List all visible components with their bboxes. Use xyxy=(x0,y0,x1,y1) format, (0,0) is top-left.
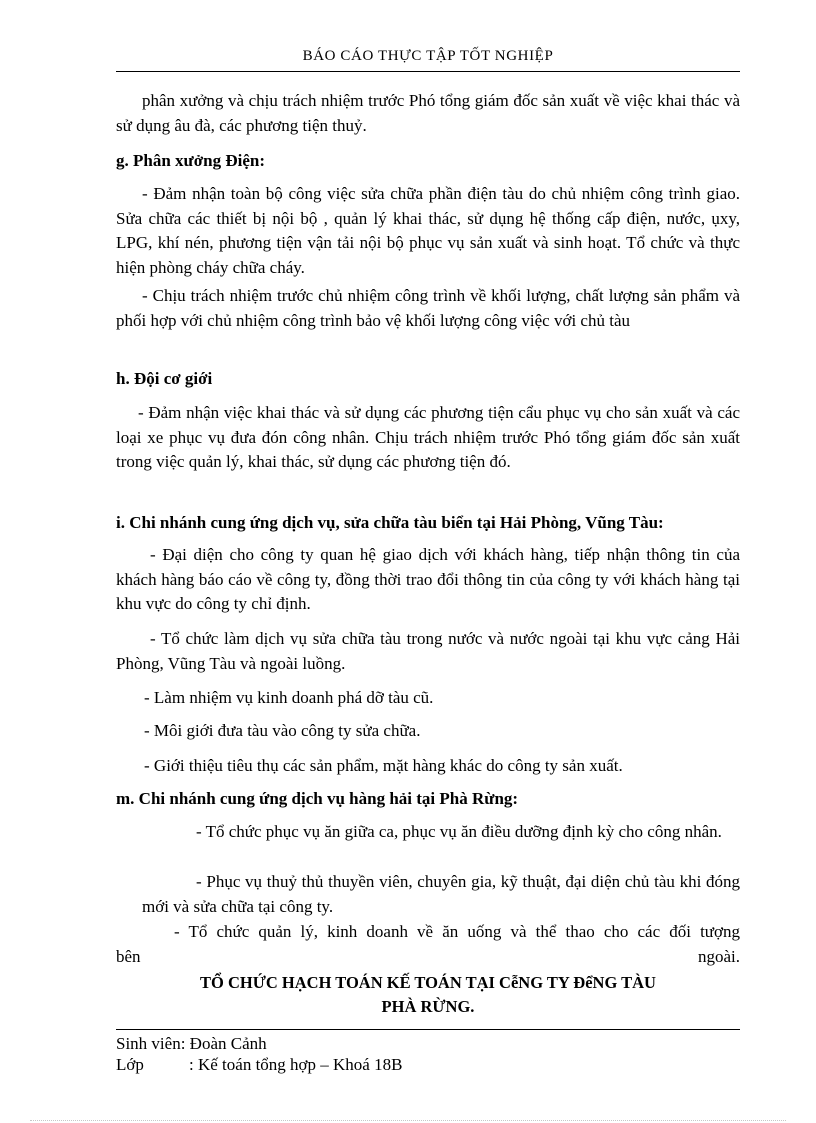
heading-g: g. Phân xưởng Điện: xyxy=(116,151,266,170)
paragraph-i-3: - Làm nhiệm vụ kinh doanh phá dỡ tàu cũ. xyxy=(144,688,434,707)
paragraph-intro: phân xưởng và chịu trách nhiệm trước Phó tổng giám đốc sản xuất về việc khai thác và sử dụng âu đà, các phương tiện thuỷ. xyxy=(116,91,740,135)
paragraph-h-1: - Đảm nhận việc khai thác và sử dụng các phương tiện cẩu phục vụ cho sản xuất và các loại xe phục vụ đưa đón công nhân. Chịu trách nhiệm trước Phó tổng giám đốc sản xuất trong việc quản lý, khai thác, sử dụng các phương tiện đó. xyxy=(116,403,740,471)
section-title-line-2: PHÀ RỪNG. xyxy=(381,997,475,1016)
paragraph-g-2: - Chịu trách nhiệm trước chủ nhiệm công trình về khối lượng, chất lượng sản phẩm và phối hợp với chủ nhiệm công trình bảo vệ khối lượng công việc với chủ tàu xyxy=(116,286,740,330)
paragraph-i-5: - Giới thiệu tiêu thụ các sản phẩm, mặt hàng khác do công ty sản xuất. xyxy=(144,756,623,775)
footer-student-line xyxy=(116,1034,267,1054)
paragraph-m-3-line-1: - Tổ chức quản lý, kinh doanh về ăn uống và thể thao cho các đối tượng xyxy=(174,922,740,941)
header-title: BÁO CÁO THỰC TẬP TỐT NGHIỆP xyxy=(302,48,554,64)
paragraph-i-2: - Tổ chức làm dịch vụ sửa chữa tàu trong nước và nước ngoài tại khu vực cảng Hải Phòng, Vũng Tàu và ngoài luồng. xyxy=(116,629,740,673)
header-divider xyxy=(116,71,740,72)
paragraph-m-3-word-right: ngoài. xyxy=(697,947,740,966)
heading-m: m. Chi nhánh cung ứng dịch vụ hàng hải tại Phà Rừng: xyxy=(116,789,519,808)
footer-class-line xyxy=(116,1055,402,1075)
paragraph-m-3-line-2 xyxy=(116,945,740,970)
heading-h: h. Đội cơ giới xyxy=(116,369,213,388)
footer-class-label: Lớp xyxy=(116,1055,144,1074)
footer-student-name: Đoàn Cảnh xyxy=(189,1034,267,1053)
section-title-line-1: TỔ CHỨC HẠCH TOÁN KẾ TOÁN TẠI CễNG TY ĐểNG TÀU xyxy=(200,973,656,992)
footer-student-label: Sinh viên: xyxy=(116,1034,186,1053)
heading-i: i. Chi nhánh cung ứng dịch vụ, sửa chữa tàu biển tại Hải Phòng, Vũng Tàu: xyxy=(116,513,664,532)
paragraph-m-2: - Phục vụ thuỷ thủ thuyền viên, chuyên gia, kỹ thuật, đại diện chủ tàu khi đóng mới và sửa chữa tại công ty. xyxy=(142,872,740,916)
footer-divider xyxy=(116,1029,740,1030)
paragraph-m-1: - Tổ chức phục vụ ăn giữa ca, phục vụ ăn điều dưỡng định kỳ cho công nhân. xyxy=(196,822,722,841)
page-bottom-border xyxy=(30,1120,786,1121)
paragraph-i-1: - Đại diện cho công ty quan hệ giao dịch với khách hàng, tiếp nhận thông tin của khách hàng báo cáo về công ty, đồng thời trao đổi thông tin của công ty với khách hàng tại khu vực do công ty chỉ định. xyxy=(116,545,740,613)
paragraph-i-4: - Môi giới đưa tàu vào công ty sửa chữa. xyxy=(144,721,421,740)
footer-class-value: : Kế toán tổng hợp – Khoá 18B xyxy=(189,1055,403,1074)
paragraph-m-3-word-left: bên xyxy=(116,947,141,966)
paragraph-g-1: - Đảm nhận toàn bộ công việc sửa chữa phần điện tàu do chủ nhiệm công trình giao. Sửa chữa các thiết bị nội bộ , quản lý khai thác, sử dụng hệ thống cấp điện, nước, ụxy, LPG, khí nén, phương tiện vận tải nội bộ phục vụ sản xuất và sinh hoạt. Tổ chức và thực hiện phòng cháy chữa cháy. xyxy=(116,184,740,277)
